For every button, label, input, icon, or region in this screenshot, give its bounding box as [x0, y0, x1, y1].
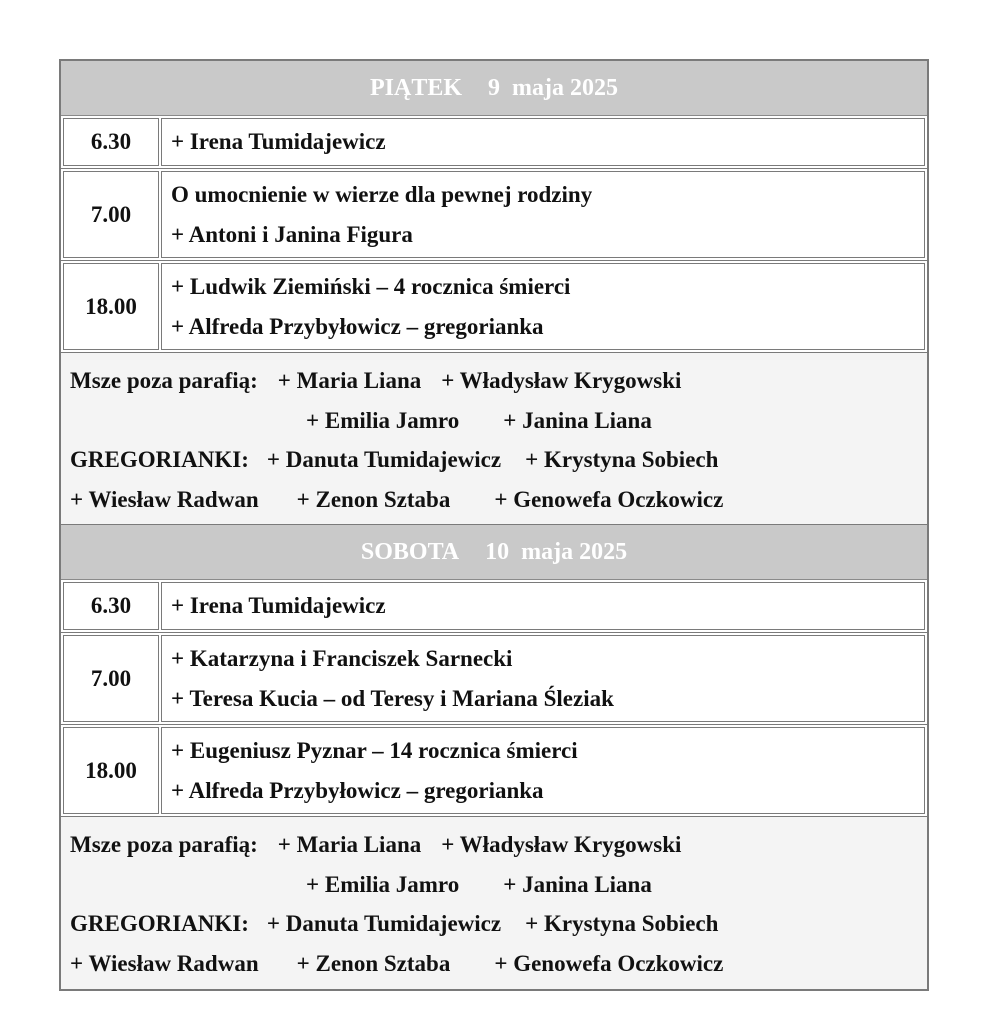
day-name: SOBOTA	[360, 538, 460, 565]
mass-intentions	[161, 171, 925, 258]
day-date: 10 maja 2025	[485, 538, 628, 565]
outside-parish-line	[70, 401, 918, 441]
outside-parish-label: Msze poza parafią:	[70, 368, 258, 393]
gregorian-label: GREGORIANKI:	[70, 911, 249, 936]
mass-intentions	[161, 118, 925, 166]
outside-intention: + Emilia Jamro	[306, 407, 460, 433]
gregorian-label: GREGORIANKI:	[70, 447, 249, 472]
mass-intentions	[161, 727, 925, 814]
day-name: PIĄTEK	[370, 74, 463, 101]
gregorian-line	[70, 440, 918, 480]
outside-intention: + Władysław Krygowski	[441, 832, 682, 857]
mass-intentions	[161, 582, 925, 630]
intention-line: + Antoni i Janina Figura	[171, 221, 413, 247]
gregorian-line	[70, 944, 918, 984]
intention-line: + Irena Tumidajewicz	[171, 129, 386, 154]
outside-intention: + Maria Liana	[277, 832, 422, 857]
outside-intention: + Maria Liana	[277, 368, 422, 393]
outside-intention: + Emilia Jamro	[306, 871, 460, 897]
gregorian-intention: + Krystyna Sobiech	[525, 447, 719, 472]
outside-intention: + Władysław Krygowski	[441, 368, 682, 393]
mass-row	[61, 633, 927, 725]
gregorian-intention: + Wiesław Radwan	[70, 486, 259, 512]
mass-intentions	[161, 263, 925, 350]
gregorian-intention: + Zenon Sztaba	[296, 486, 451, 512]
intention-line: + Eugeniusz Pyznar – 14 rocznica śmierci	[171, 737, 578, 763]
extra-masses-section	[61, 817, 927, 989]
intention-line: + Katarzyna i Franciszek Sarnecki	[171, 645, 513, 671]
outside-parish-line	[70, 865, 918, 905]
intention-line: O umocnienie w wierze dla pewnej rodziny	[171, 181, 593, 207]
extra-masses-section	[61, 353, 927, 525]
intention-line: + Teresa Kucia – od Teresy i Mariana Śleziak	[171, 685, 614, 711]
mass-time: 18.00	[63, 263, 159, 350]
mass-time: 6.30	[63, 582, 159, 630]
outside-parish-line	[70, 361, 918, 401]
gregorian-intention: + Genowefa Oczkowicz	[494, 486, 724, 512]
intention-line: + Ludwik Ziemiński – 4 rocznica śmierci	[171, 273, 571, 299]
outside-parish-line	[70, 825, 918, 865]
intention-line: + Alfreda Przybyłowicz – gregorianka	[171, 313, 544, 339]
outside-intention: + Janina Liana	[503, 871, 652, 897]
mass-schedule-table	[59, 59, 929, 991]
mass-intentions	[161, 635, 925, 722]
outside-intention: + Janina Liana	[503, 407, 652, 433]
gregorian-intention: + Danuta Tumidajewicz	[266, 447, 502, 472]
mass-time: 6.30	[63, 118, 159, 166]
gregorian-line	[70, 480, 918, 520]
outside-parish-label: Msze poza parafią:	[70, 832, 258, 857]
gregorian-intention: + Wiesław Radwan	[70, 950, 259, 976]
mass-time: 7.00	[63, 635, 159, 722]
mass-row	[61, 169, 927, 261]
gregorian-intention: + Krystyna Sobiech	[525, 911, 719, 936]
gregorian-intention: + Genowefa Oczkowicz	[494, 950, 724, 976]
mass-row	[61, 261, 927, 353]
mass-row	[61, 116, 927, 169]
mass-time: 18.00	[63, 727, 159, 814]
intention-line: + Irena Tumidajewicz	[171, 593, 386, 618]
gregorian-line	[70, 904, 918, 944]
day-date: 9 maja 2025	[488, 74, 618, 101]
mass-time: 7.00	[63, 171, 159, 258]
gregorian-intention: + Danuta Tumidajewicz	[266, 911, 502, 936]
day-header-friday	[61, 61, 927, 116]
mass-row	[61, 725, 927, 817]
mass-row	[61, 580, 927, 633]
gregorian-intention: + Zenon Sztaba	[296, 950, 451, 976]
day-header-saturday	[61, 525, 927, 580]
intention-line: + Alfreda Przybyłowicz – gregorianka	[171, 777, 544, 803]
